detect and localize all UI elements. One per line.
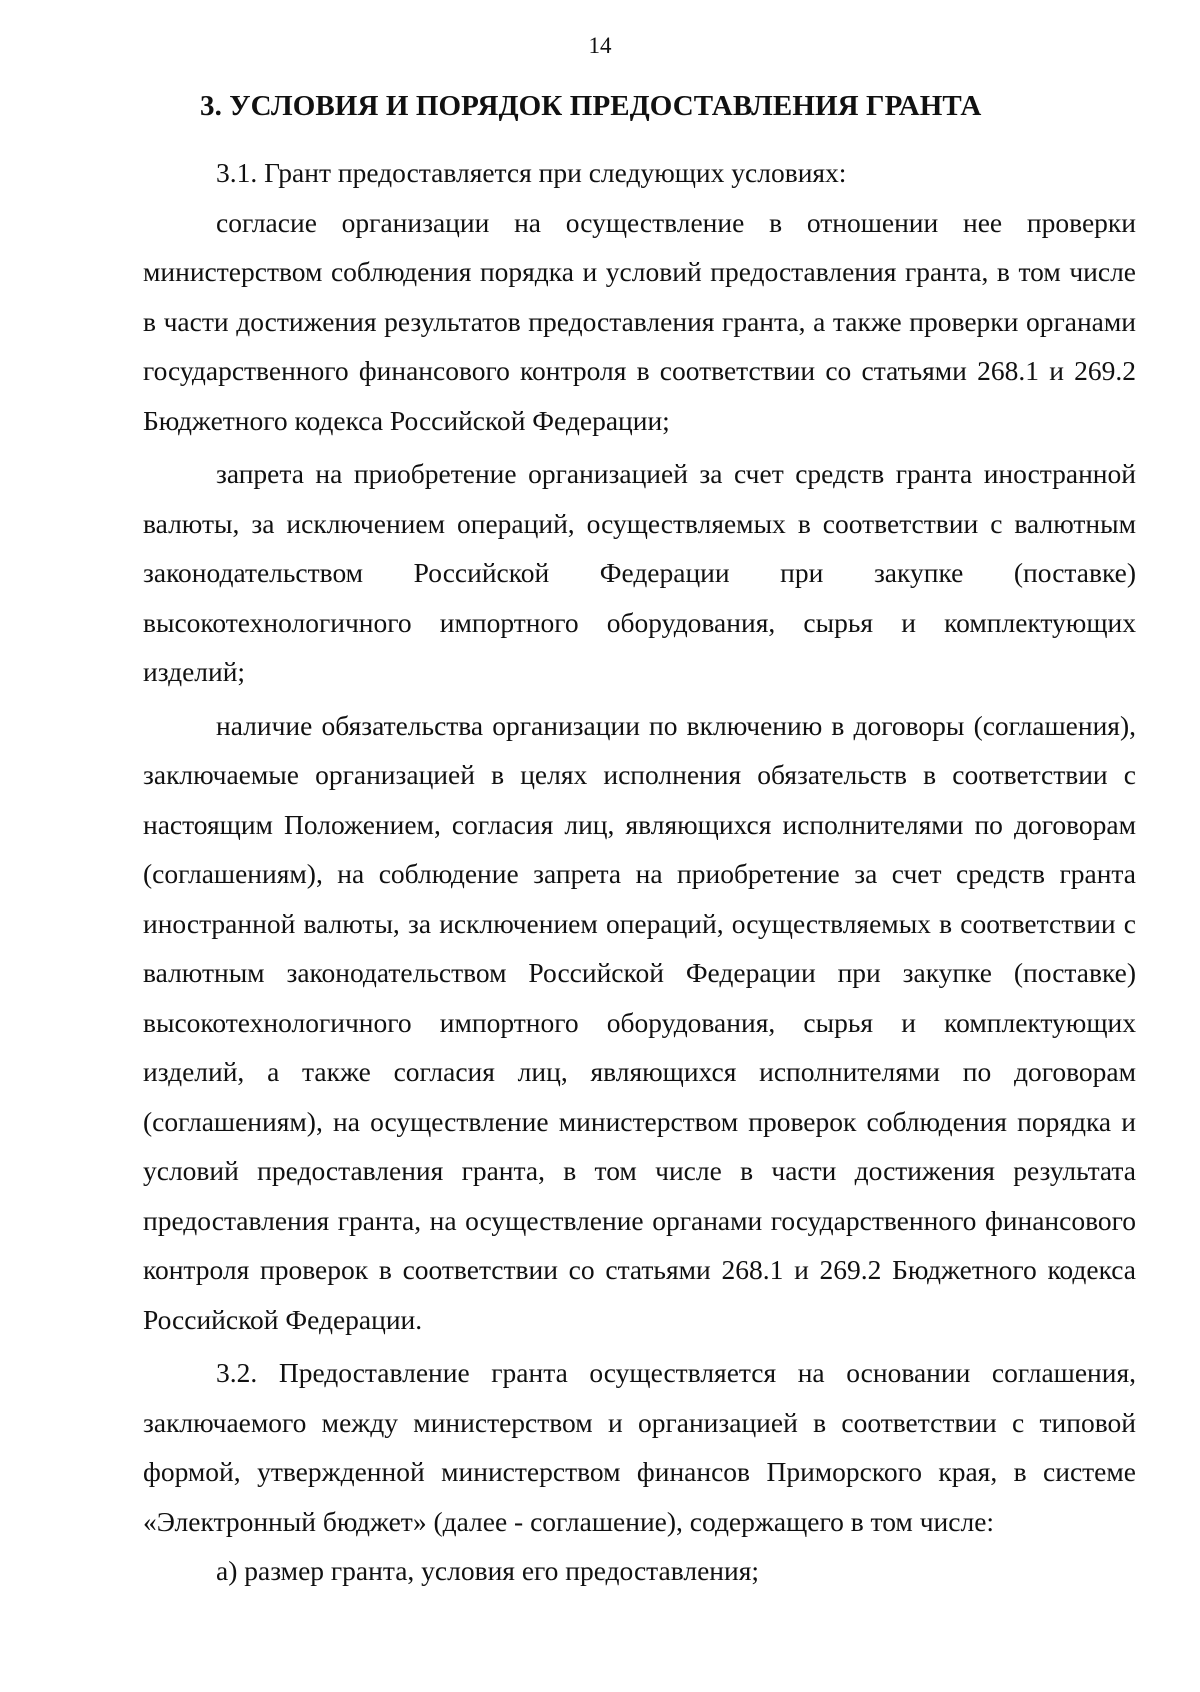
page-number: 14: [588, 33, 612, 58]
paragraph-consent-inspection: согласие организации на осуществление в отношении нее проверки министерством соблюдения порядка и условий предоставления гранта, в том числе в части достижения результатов предоставления гранта, а также проверки органами государственного финансового контроля в соответствии со статьями 268.1 и 269.2 Бюджетного кодекса Российской Федерации;: [143, 206, 1136, 436]
paragraph-contract-obligation: наличие обязательства организации по включению в договоры (соглашения), заключаемые организацией в целях исполнения обязательств в соответствии с настоящим Положением, согласия лиц, являющихся исполнителями по договорам (соглашениям), на соблюдение запрета на приобретение за счет средств гранта иностранной валюты, за исключением операций, осуществляемых в соответствии с валютным законодательством Российской Федерации при закупке (поставке) высокотехнологичного импортного оборудования, сырья и комплектующих изделий, а также согласия лиц, являющихся исполнителями по договорам (соглашениям), на осуществление министерством проверок соблюдения порядка и условий предоставления гранта, в том числе в части достижения результата предоставления гранта, на осуществление органами государственного финансового контроля проверок в соответствии со статьями 268.1 и 269.2 Бюджетного кодекса Российской Федерации.: [143, 709, 1136, 1335]
section-title: 3. УСЛОВИЯ И ПОРЯДОК ПРЕДОСТАВЛЕНИЯ ГРАНТА: [200, 90, 982, 122]
paragraph-currency-ban: запрета на приобретение организацией за счет средств гранта иностранной валюты, за исключением операций, осуществляемых в соответствии с валютным законодательством Российской Федерации при закупке (поставке) высокотехнологичного импортного оборудования, сырья и комплектующих изделий;: [143, 458, 1136, 687]
paragraph-item-a: а) размер гранта, условия его предоставления;: [216, 1555, 760, 1586]
document-body: [143, 148, 1136, 1596]
paragraph-3-2: 3.2. Предоставление гранта осуществляется на основании соглашения, заключаемого между министерством и организацией в соответствии с типовой формой, утвержденной министерством финансов Приморского края, в системе «Электронный бюджет» (далее - соглашение), содержащего в том числе:: [143, 1357, 1136, 1537]
paragraph-3-1: 3.1. Грант предоставляется при следующих условиях:: [216, 157, 847, 188]
